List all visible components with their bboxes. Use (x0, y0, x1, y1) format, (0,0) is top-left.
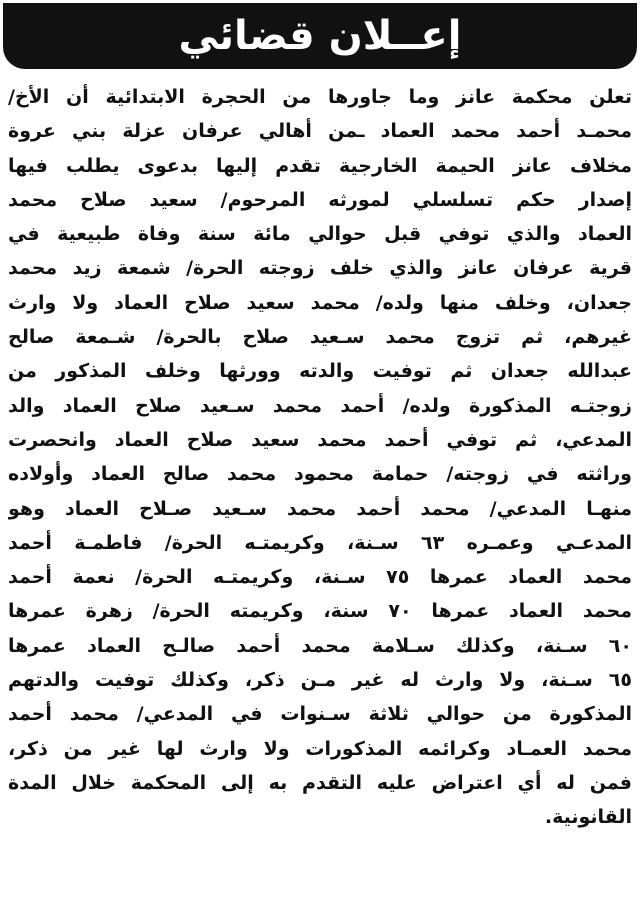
notice-line: تعلن محكمة عانز وما جاورها من الحجرة الابتدائية أن الأخ/ (8, 86, 632, 108)
notice-line: جعدان، وخلف منها ولده/ محمد سعيد صلاح العماد ولا وارث (8, 291, 632, 314)
notice-line: منهـا المدعي/ محمد أحمد محمد سـعيد صـلاح العماد وهو (8, 497, 632, 520)
notice-line: محمد العماد عمرها ٧٠ سنة، وكريمته الحرة/ زهرة عمرها (8, 600, 632, 623)
notice-line: ٦٠ سـنة، وكذلك سـلامة محمد أحمد صالـح العماد عمرها (8, 634, 632, 657)
notice-line: العماد والذي توفي قبل حوالي مائة سنة وفاة طبيعية في (8, 223, 632, 246)
notice-title: إعــلان قضائي (178, 13, 462, 59)
notice-line: المدعـي وعمـره ٦٣ سـنة، وكريمتـه الحرة/ فاطمـة أحمد (8, 531, 632, 554)
title-banner (3, 3, 637, 69)
notice-line: زوجتـه المذكورة ولده/ أحمد محمد سـعيد صلاح العماد والد (8, 394, 632, 417)
notice-line: غيرهم، ثم تزوج محمد سـعيد صلاح بالحرة/ شـمعة صالح (8, 326, 632, 349)
notice-line: فمن له أي اعتراض عليه التقدم به إلى المحكمة خلال المدة (8, 771, 632, 794)
notice-line: قرية عرفان عانز والذي خلف زوجته الحرة/ شمعة زيد محمد (8, 257, 632, 280)
notice-line: محمد العماد عمرها ٧٥ سـنة، وكريمتـه الحرة/ نعمة أحمد (8, 566, 632, 589)
notice-line: مخلاف عانز الحيمة الخارجية تقدم إليها بدعوى يطلب فيها (8, 154, 632, 177)
notice-line: المذكورة من حوالي ثلاثة سـنوات في المدعي/ محمد أحمد (8, 703, 632, 726)
notice-line: ٦٥ سـنة، ولا وارث له غير مـن ذكر، وكذلك توفيت والدتهم (8, 669, 632, 692)
notice-line: محمد العمـاد وكرائمه المذكورات ولا وارث لها غير من ذكر، (8, 737, 632, 760)
notice-line: المدعي، ثم توفي أحمد محمد سعيد صلاح العماد وانحصرت (8, 428, 632, 451)
notice-body (8, 80, 632, 835)
notice-line: عبدالله جعدان ثم توفيت والدته وورثها وخلف المذكور من (8, 360, 632, 383)
notice-line: محمـد أحمد محمد العماد ـمن أهالي عرفان عزلة بني عروة (8, 120, 632, 143)
notice-line: إصدار حكم تسلسلي لمورثه المرحوم/ سعيد صلاح محمد (8, 188, 632, 211)
notice-line-last: القانونية. (544, 806, 632, 829)
notice-line: وراثته في زوجته/ حمامة محمود محمد صالح العماد وأولاده (8, 463, 632, 486)
